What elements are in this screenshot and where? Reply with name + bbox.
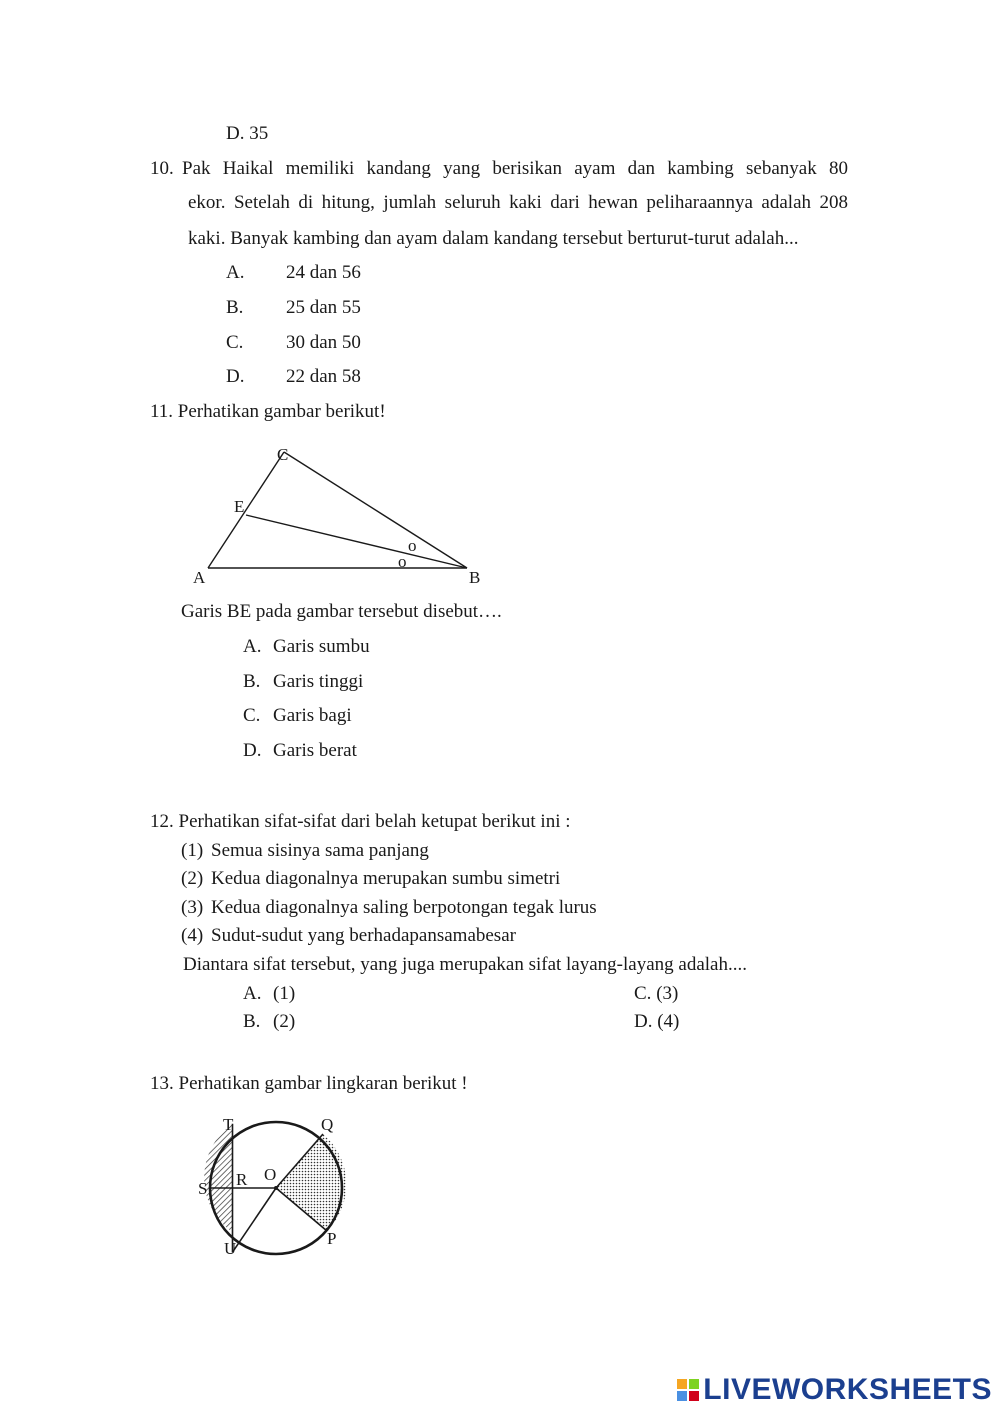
label-t: T: [223, 1115, 234, 1134]
label-p: P: [327, 1229, 337, 1248]
q12-property-1: (1) Semua sisinya sama panjang: [181, 840, 429, 861]
q11-option-a[interactable]: A. Garis sumbu: [243, 636, 370, 657]
q11-triangle-figure: [180, 440, 500, 595]
q12-option-d[interactable]: D. (4): [634, 1011, 680, 1032]
q10-option-a[interactable]: A. 24 dan 56: [226, 262, 361, 283]
logo-mark-icon: [677, 1379, 699, 1401]
radius-ou: [233, 1188, 277, 1252]
q10-option-c[interactable]: C. 30 dan 50: [226, 332, 361, 353]
q10-option-b[interactable]: B. 25 dan 55: [226, 297, 361, 318]
label-e: E: [234, 497, 245, 516]
q11-option-b[interactable]: B. Garis tinggi: [243, 671, 364, 692]
segment-cb: [284, 452, 467, 568]
q12-prompt: 12. Perhatikan sifat-sifat dari belah ketupat berikut ini :: [150, 811, 571, 832]
q10-line-2: ekor. Setelah di hitung, jumlah seluruh kaki dari hewan peliharaannya adalah 208: [188, 192, 848, 213]
q10-option-d[interactable]: D. 22 dan 58: [226, 366, 361, 387]
label-r: R: [236, 1170, 248, 1189]
q13-circle-figure: [190, 1110, 370, 1270]
angle-mark-upper: o: [408, 536, 417, 555]
segment-ac: [208, 452, 284, 568]
label-s: S: [198, 1179, 208, 1198]
q11-option-c[interactable]: C. Garis bagi: [243, 705, 352, 726]
q11-option-d[interactable]: D. Garis berat: [243, 740, 357, 761]
shaded-segment: [204, 1124, 232, 1232]
q10-line-1: Pak Haikal memiliki kandang yang berisikan ayam dan kambing sebanyak 80: [182, 158, 848, 179]
label-b: B: [469, 568, 481, 587]
q12-option-b[interactable]: B. (2): [243, 1011, 296, 1032]
q11-question: Garis BE pada gambar tersebut disebut….: [181, 601, 502, 622]
q12-property-2: (2) Kedua diagonalnya merupakan sumbu simetri: [181, 868, 561, 889]
angle-mark-lower: o: [398, 552, 407, 571]
q12-question: Diantara sifat tersebut, yang juga merupakan sifat layang-layang adalah....: [183, 954, 747, 975]
label-c: C: [277, 445, 289, 464]
center-point: [274, 1186, 278, 1190]
q11-prompt: 11. Perhatikan gambar berikut!: [150, 401, 386, 422]
label-u: U: [224, 1239, 237, 1258]
q9-option-d: D. 35: [226, 123, 269, 144]
q12-property-4: (4) Sudut-sudut yang berhadapansamabesar: [181, 925, 516, 946]
logo-text: LIVEWORKSHEETS: [703, 1373, 992, 1406]
liveworksheets-logo: [677, 1375, 992, 1405]
q10-line-3: kaki. Banyak kambing dan ayam dalam kandang tersebut berturut-turut adalah...: [188, 228, 799, 249]
label-a: A: [193, 568, 206, 587]
q12-option-a[interactable]: A. (1): [243, 983, 296, 1004]
label-o: O: [264, 1165, 277, 1184]
q12-property-3: (3) Kedua diagonalnya saling berpotongan tegak lurus: [181, 897, 597, 918]
label-q: Q: [321, 1115, 334, 1134]
segment-be: [246, 515, 467, 568]
q12-option-c[interactable]: C. (3): [634, 983, 679, 1004]
q13-prompt: 13. Perhatikan gambar lingkaran berikut !: [150, 1073, 468, 1094]
q10-number: 10.: [150, 158, 174, 179]
